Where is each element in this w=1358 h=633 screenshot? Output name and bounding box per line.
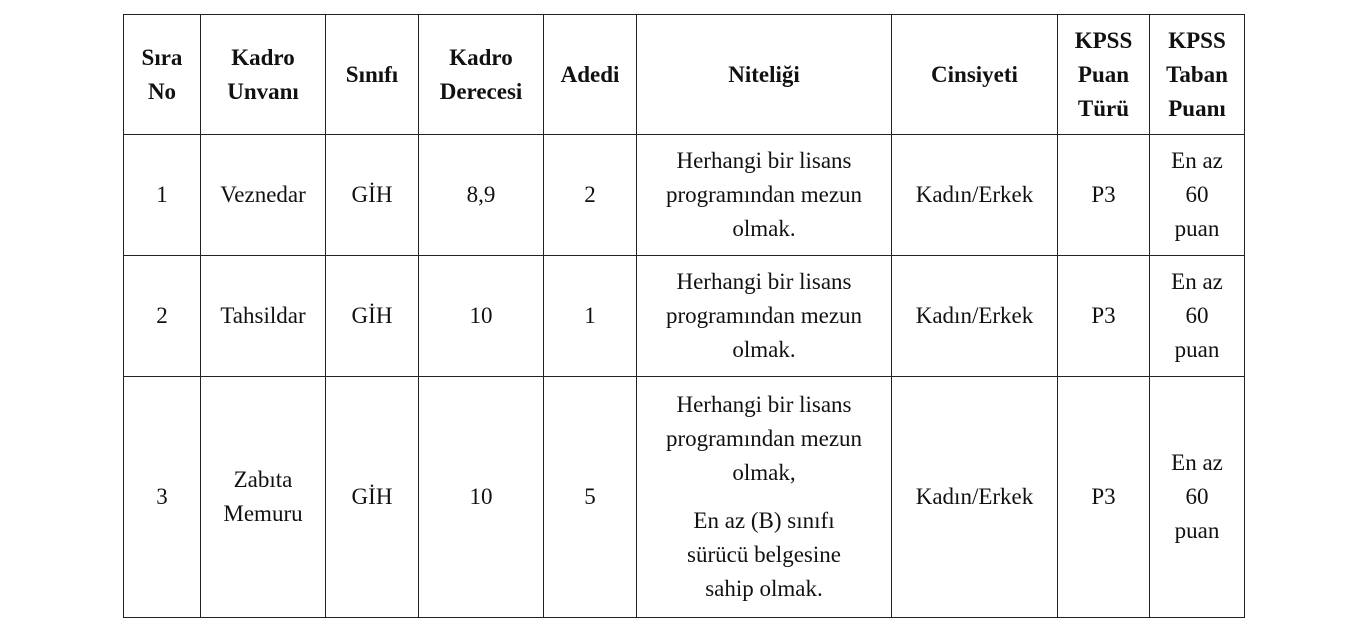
cell-cinsiyeti: Kadın/Erkek xyxy=(892,377,1058,618)
cell-kpss-taban-puani xyxy=(1150,256,1245,377)
cell-adedi: 1 xyxy=(544,256,637,377)
table-row xyxy=(124,256,1245,377)
cell-niteligi-line: programından mezun xyxy=(665,303,863,328)
header-cinsiyeti xyxy=(892,15,1058,135)
cell-cinsiyeti: Kadın/Erkek xyxy=(892,256,1058,377)
header-adedi-line1: Adedi xyxy=(560,61,620,87)
header-niteligi xyxy=(637,15,892,135)
cell-kpss-taban-puani-line: puan xyxy=(1174,337,1220,362)
header-kadro-derecesi xyxy=(419,15,544,135)
cell-niteligi xyxy=(637,377,892,618)
cell-kpss-taban-puani-line: En az xyxy=(1171,269,1223,294)
cell-niteligi-line: sahip olmak. xyxy=(705,576,823,601)
table-row xyxy=(124,135,1245,256)
header-kadro-derecesi-line1: Kadro xyxy=(449,44,513,70)
cell-niteligi xyxy=(637,135,892,256)
cell-sira-no: 2 xyxy=(124,256,201,377)
header-kpss-puan-turu xyxy=(1058,15,1150,135)
header-sinifi-line1: Sınıfı xyxy=(345,61,399,87)
cell-sira-no: 1 xyxy=(124,135,201,256)
header-sira-no xyxy=(124,15,201,135)
header-kpss-taban-puani xyxy=(1150,15,1245,135)
cell-kpss-taban-puani xyxy=(1150,135,1245,256)
cell-niteligi-line: Herhangi bir lisans xyxy=(676,269,852,294)
cell-kadro-unvani xyxy=(201,256,326,377)
header-sira-no-line1: Sıra xyxy=(141,44,183,70)
cell-niteligi-line: olmak. xyxy=(732,216,796,241)
header-kpss-puan-turu-line1: KPSS xyxy=(1074,27,1133,53)
cell-kpss-taban-puani-line: 60 xyxy=(1185,484,1209,509)
header-niteligi-line1: Niteliği xyxy=(728,61,800,87)
cell-kadro-derecesi: 10 xyxy=(419,377,544,618)
cell-niteligi-line: olmak. xyxy=(732,337,796,362)
cell-kpss-taban-puani-line: En az xyxy=(1171,148,1223,173)
cell-kadro-unvani xyxy=(201,377,326,618)
cell-kadro-unvani-line: Zabıta xyxy=(233,467,293,492)
cell-kpss-taban-puani-line: 60 xyxy=(1185,182,1209,207)
cell-niteligi-line: sürücü belgesine xyxy=(687,542,841,567)
header-kpss-taban-puani-line1: KPSS xyxy=(1168,27,1226,53)
cell-sira-no: 3 xyxy=(124,377,201,618)
cell-niteligi-line: programından mezun xyxy=(665,182,863,207)
header-kadro-unvani-line1: Kadro xyxy=(231,44,295,70)
cell-kpss-taban-puani-line: puan xyxy=(1174,216,1220,241)
cell-kpss-taban-puani-line: En az xyxy=(1171,450,1223,475)
header-kpss-puan-turu-line3: Türü xyxy=(1077,95,1130,121)
header-kadro-unvani xyxy=(201,15,326,135)
header-row xyxy=(124,15,1245,135)
cell-kadro-unvani-line: Memuru xyxy=(223,501,303,526)
cell-sinifi: GİH xyxy=(326,135,419,256)
cell-niteligi-line: olmak, xyxy=(732,460,796,485)
header-sira-no-line2: No xyxy=(147,78,177,104)
header-sinifi xyxy=(326,15,419,135)
cell-kadro-unvani-line: Tahsildar xyxy=(220,303,306,328)
header-kpss-taban-puani-line3: Puanı xyxy=(1168,95,1226,121)
cell-kpss-taban-puani xyxy=(1150,377,1245,618)
cell-niteligi xyxy=(637,256,892,377)
cell-kpss-taban-puani-line: 60 xyxy=(1185,303,1209,328)
cell-kpss-puan-turu: P3 xyxy=(1058,256,1150,377)
cell-cinsiyeti: Kadın/Erkek xyxy=(892,135,1058,256)
cell-niteligi-line: Herhangi bir lisans xyxy=(676,148,852,173)
cell-adedi: 2 xyxy=(544,135,637,256)
cell-sinifi: GİH xyxy=(326,256,419,377)
cell-kadro-derecesi: 8,9 xyxy=(419,135,544,256)
kadro-table xyxy=(123,14,1245,618)
header-kadro-unvani-line2: Unvanı xyxy=(227,78,299,104)
header-kadro-derecesi-line2: Derecesi xyxy=(439,78,523,104)
cell-kadro-unvani-line: Veznedar xyxy=(220,182,306,207)
header-adedi xyxy=(544,15,637,135)
header-kpss-puan-turu-line2: Puan xyxy=(1077,61,1130,87)
table-row xyxy=(124,377,1245,618)
cell-niteligi-line: programından mezun xyxy=(665,426,863,451)
cell-niteligi-line: En az (B) sınıfı xyxy=(693,508,835,533)
paragraph-gap xyxy=(637,490,891,504)
cell-adedi: 5 xyxy=(544,377,637,618)
cell-kadro-unvani xyxy=(201,135,326,256)
cell-niteligi-line: Herhangi bir lisans xyxy=(676,392,852,417)
header-cinsiyeti-line1: Cinsiyeti xyxy=(931,61,1018,87)
cell-kpss-taban-puani-line: puan xyxy=(1174,518,1220,543)
cell-sinifi: GİH xyxy=(326,377,419,618)
cell-kadro-derecesi: 10 xyxy=(419,256,544,377)
header-kpss-taban-puani-line2: Taban xyxy=(1166,61,1228,87)
cell-kpss-puan-turu: P3 xyxy=(1058,135,1150,256)
cell-kpss-puan-turu: P3 xyxy=(1058,377,1150,618)
